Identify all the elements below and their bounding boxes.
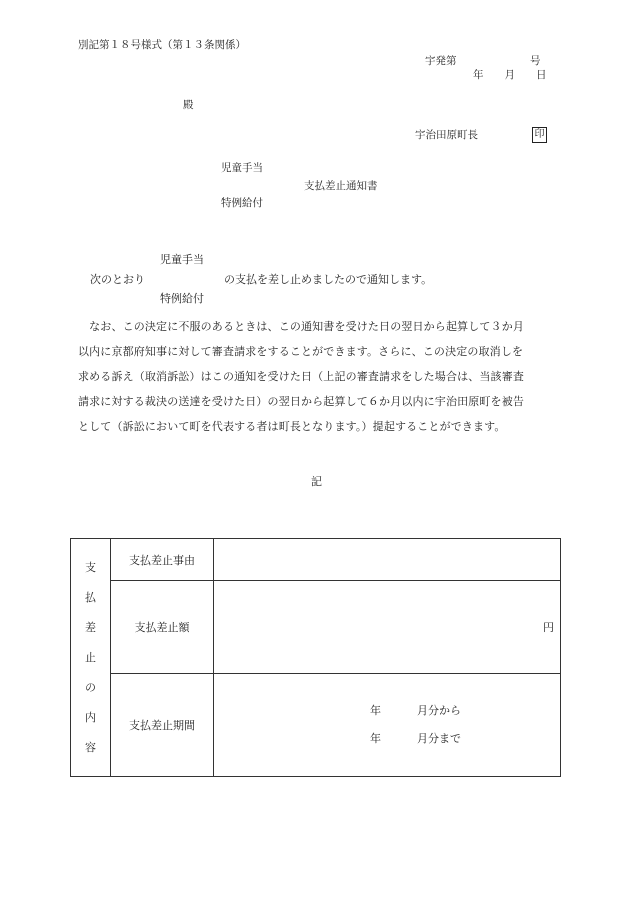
period-to-year: 年 — [370, 731, 381, 745]
period-value[interactable] — [214, 673, 561, 776]
amount-label: 支払差止額 — [111, 581, 214, 673]
paragraph-line: 以内に京都府知事に対して審査請求をすることができます。さらに、この決定の取消しを — [78, 345, 524, 358]
amount-unit: 円 — [543, 620, 554, 634]
seal-stamp: 印 — [532, 127, 547, 143]
paragraph-line: 求める訴え（取消訴訟）はこの通知を受けた日（上記の審査請求をした場合は、当該審査 — [78, 370, 524, 383]
body-line-suffix: の支払を差し止めましたので通知します。 — [224, 273, 433, 286]
paragraph-line: 請求に対する裁決の送達を受けた日）の翌日から起算して６か月以内に宇治田原町を被告 — [78, 395, 524, 408]
period-to: 月分まで — [417, 731, 461, 745]
issue-date: 年 月 日 — [473, 69, 547, 81]
body-line-prefix: 次のとおり — [90, 273, 145, 286]
reason-value[interactable] — [214, 539, 561, 581]
body-option-special-benefit: 特例給付 — [160, 292, 204, 305]
paragraph-line: なお、この決定に不服のあるときは、この通知書を受けた日の翌日から起算して３か月 — [78, 320, 524, 333]
document-number: 宇発第 号 — [425, 55, 541, 67]
form-title: 別記第１８号様式（第１３条関係） — [78, 39, 246, 51]
body-option-child-allowance: 児童手当 — [160, 253, 204, 266]
suspension-details-table — [70, 538, 561, 777]
addressee-suffix: 殿 — [183, 99, 194, 111]
reason-label: 支払差止事由 — [111, 539, 214, 581]
title-option-child-allowance: 児童手当 — [221, 162, 263, 174]
document-title: 支払差止通知書 — [304, 180, 378, 192]
period-from-year: 年 — [370, 703, 381, 717]
title-option-special-benefit: 特例給付 — [221, 197, 263, 209]
amount-value[interactable] — [214, 581, 561, 673]
sender-name: 宇治田原町長 — [415, 129, 478, 141]
period-label: 支払差止期間 — [111, 673, 214, 776]
paragraph-line: として（訴訟において町を代表する者は町長となります。）提起することができます。 — [78, 420, 506, 433]
side-header-suspension-contents: 支 払 差 止 の 内 容 — [71, 539, 111, 777]
ki-note-mark: 記 — [311, 475, 322, 488]
period-from: 月分から — [417, 703, 461, 717]
